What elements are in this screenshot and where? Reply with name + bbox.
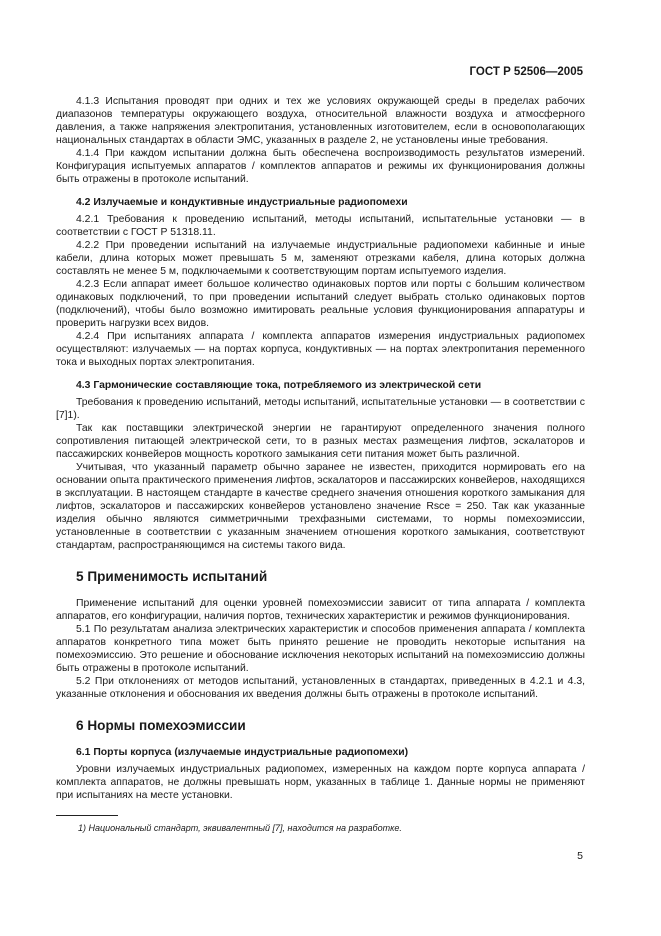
clause-4-1-4: 4.1.4 При каждом испытании должна быть обеспечена воспроизводимость результатов измерений. Конфигурация испытуемых аппаратов / комплектов аппаратов и режимы их функционирования должны быть отражены в протоколе испытаний. [56, 148, 585, 185]
footnote-separator [56, 815, 118, 816]
clause-4-3-a: Требования к проведению испытаний, методы испытаний, испытательные установки — в соответствии с [7]1). [56, 397, 585, 421]
clause-4-1-3: 4.1.3 Испытания проводят при одних и тех же условиях окружающей среды в пределах рабочих диапазонов температуры окружающего воздуха, относительной влажности воздуха и атмосферного давления, а также напряжения электропитания, установленных изготовителем, если в основополагающих национальных стандартах в области ЭМС, указанных в разделе 2, не установлены иные требования. [56, 96, 585, 146]
heading-4-3: 4.3 Гармонические составляющие тока, потребляемого из электрической сети [76, 380, 482, 391]
heading-6-1: 6.1 Порты корпуса (излучаемые индустриальные радиопомехи) [76, 747, 409, 758]
clause-4-2-2: 4.2.2 При проведении испытаний на излучаемые индустриальные радиопомехи кабинные и иные кабели, длина которых может превышать 5 м, заменяют отрезками кабеля, длина которых должна составлять не менее 5 м, подключаемыми к соответствующим портам испытуемого изделия. [56, 240, 585, 277]
clause-4-2-1: 4.2.1 Требования к проведению испытаний, методы испытаний, испытательные установки — в соответствии с ГОСТ Р 51318.11. [56, 214, 585, 238]
document-code: ГОСТ Р 52506—2005 [469, 66, 583, 78]
clause-5-2: 5.2 При отклонениях от методов испытаний, установленных в стандартах, приведенных в 4.2.1 и 4.3, указанные отклонения и обоснования их введения должны быть отражены в протоколе испытаний. [56, 676, 585, 700]
clause-4-2-4: 4.2.4 При испытаниях аппарата / комплекта аппаратов измерения индустриальных радиопомех осуществляют: излучаемых — на портах корпуса, кондуктивных — на портах электропитания переменного тока и выходных портах электропитания. [56, 331, 585, 368]
section-5-intro: Применение испытаний для оценки уровней помехоэмиссии зависит от типа аппарата / комплекта аппаратов, его конфигурации, наличия портов, технических характеристик и режимов функционирования. [56, 598, 585, 622]
section-5-title: 5 Применимость испытаний [76, 569, 268, 584]
section-6-title: 6 Нормы помехоэмиссии [76, 718, 246, 733]
clause-4-3-b: Так как поставщики электрической энергии не гарантируют определенного значения полного сопротивления питающей электрической сети, то в разных местах размещения лифтов, эскалаторов и пассажирских конвейеров мощность короткого замыкания сети питания может быть различной. [56, 423, 585, 460]
clause-6-1: Уровни излучаемых индустриальных радиопомех, измеренных на каждом порте корпуса аппарата / комплекта аппаратов, не должны превышать норм, указанных в таблице 1. Данные нормы не применяют при испытаниях на месте установки. [56, 764, 585, 801]
footnote: 1) Национальный стандарт, эквивалентный [7], находится на разработке. [78, 823, 402, 833]
page-number: 5 [577, 850, 583, 862]
page-body [56, 95, 585, 835]
clause-5-1: 5.1 По результатам анализа электрических характеристик и способов применения аппарата / комплекта аппаратов конкретного типа может быть принято решение не проводить некоторые испытания на помехоэмиссию. Это решение и обоснование исключения некоторых испытаний на помехоэмиссию должны быть отражены в протоколе испытаний. [56, 624, 585, 674]
clause-4-2-3: 4.2.3 Если аппарат имеет большое количество одинаковых портов или порты с большим количеством одинаковых подключений, то при проведении испытаний следует выбрать столько одинаковых портов (подключений), чтобы было возможно имитировать реальные условия функционирования аппаратуры и проверить нагрузки всех видов. [56, 279, 585, 329]
heading-4-2: 4.2 Излучаемые и кондуктивные индустриальные радиопомехи [76, 197, 408, 208]
clause-4-3-c: Учитывая, что указанный параметр обычно заранее не известен, приходится нормировать его на основании опыта практического применения лифтов, эскалаторов и пассажирских конвейеров, находящихся в эксплуатации. В настоящем стандарте в качестве среднего значения отношения короткого замыкания для лифтов, эскалаторов и пассажирских конвейеров установлено значение Rsce = 250. Так как указанные изделия обычно являются симметричными трехфазными системами, то нормы помехоэмиссии, установленные в соответствии с указанным значением отношения короткого замыкания, соответствуют стандартам, распространяющимся на системы такого вида. [56, 462, 585, 551]
